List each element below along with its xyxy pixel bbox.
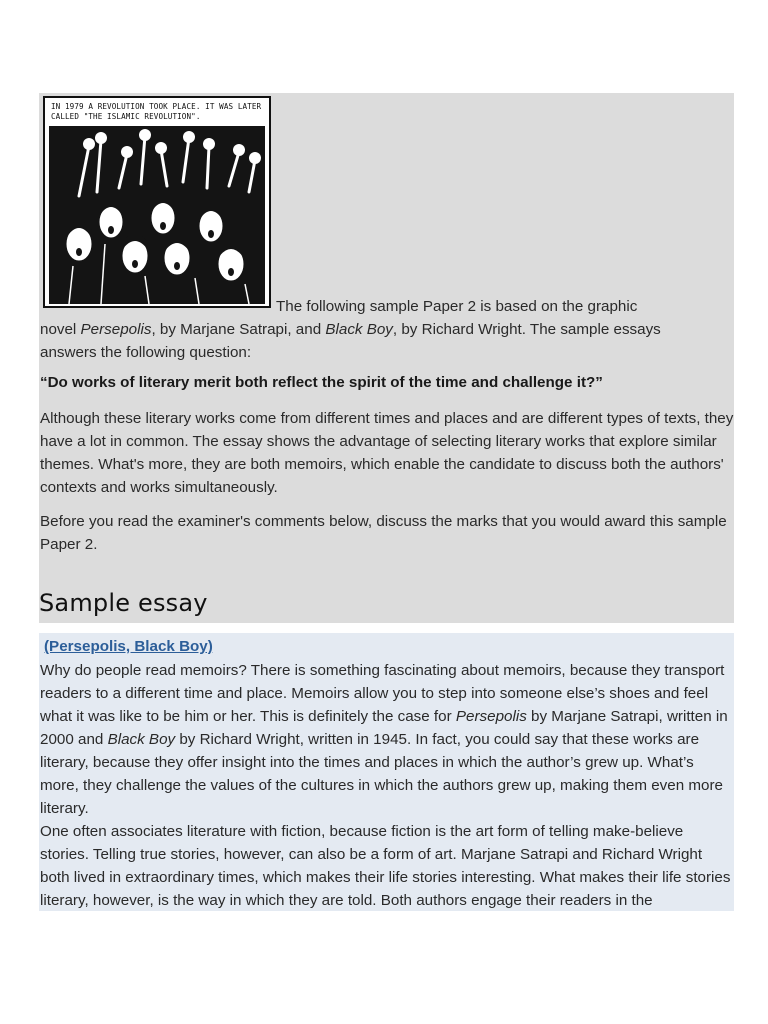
- intro-line-1: The following sample Paper 2 is based on the graphic: [276, 298, 638, 315]
- essay-question: “Do works of literary merit both reflect the spirit of the time and challenge it?”: [40, 374, 603, 391]
- comic-caption: IN 1979 A REVOLUTION TOOK PLACE. IT WAS LATER CALLED "THE ISLAMIC REVOLUTION".: [51, 102, 262, 121]
- protesters-illustration: [49, 126, 265, 304]
- essay-text: by Marjane Satrapi, written in 2000 and: [40, 708, 728, 748]
- book-title-black-boy: Black Boy: [107, 731, 176, 748]
- intro-text: novel: [40, 321, 81, 338]
- intro-text: , by Marjane Satrapi, and: [151, 321, 326, 338]
- book-title-black-boy: Black Boy: [325, 321, 393, 338]
- sample-essay-body: [40, 659, 734, 911]
- essay-text: by Richard Wright, written in 1945. In fact, you could say that these works are literary, because they offer insight into the times and places in which the author’s grew up. What’s more, they challenge the values of the cultures in which the authors grew up, making them even more literary.: [40, 731, 723, 817]
- essay-paragraph-2: One often associates literature with fiction, because fiction is the art form of telling make-believe stories. Telling true stories, however, can also be a form of art. Marjane Satrapi and Richard Wright both lived in extraordinary times, which makes their life stories interesting. What makes their life stories literary, however, is the way in which they are told. Both authors engage their readers in the: [40, 823, 731, 909]
- essay-text: Why do people read memoirs? There is something fascinating about memoirs, because they transport readers to a different time and place. Memoirs allow you to step into someone else’s shoes and feel what it was like to be him or her. This is definitely the case for: [40, 662, 725, 725]
- essay-titles-link[interactable]: (Persepolis, Black Boy): [44, 638, 213, 655]
- intro-text: answers the following question:: [40, 344, 252, 361]
- comic-illustration: [49, 126, 265, 304]
- book-title-persepolis: Persepolis: [455, 708, 527, 725]
- commentary-paragraph-2: Before you read the examiner's comments below, discuss the marks that you would award this sample Paper 2.: [40, 513, 727, 553]
- essay-paragraph-1: [40, 659, 734, 820]
- comic-panel-image: [43, 96, 271, 308]
- book-title-persepolis: Persepolis: [80, 321, 152, 338]
- section-heading: Sample essay: [39, 589, 208, 617]
- intro-text: , by Richard Wright. The sample essays: [392, 321, 661, 338]
- intro-paragraph: [40, 318, 734, 364]
- commentary-paragraph-1: Although these literary works come from different times and places and are different types of texts, they have a lot in common. The essay shows the advantage of selecting literary works that explore similar themes. What's more, they are both memoirs, which enable the candidate to discuss both the authors' contexts and works simultaneously.: [40, 410, 734, 496]
